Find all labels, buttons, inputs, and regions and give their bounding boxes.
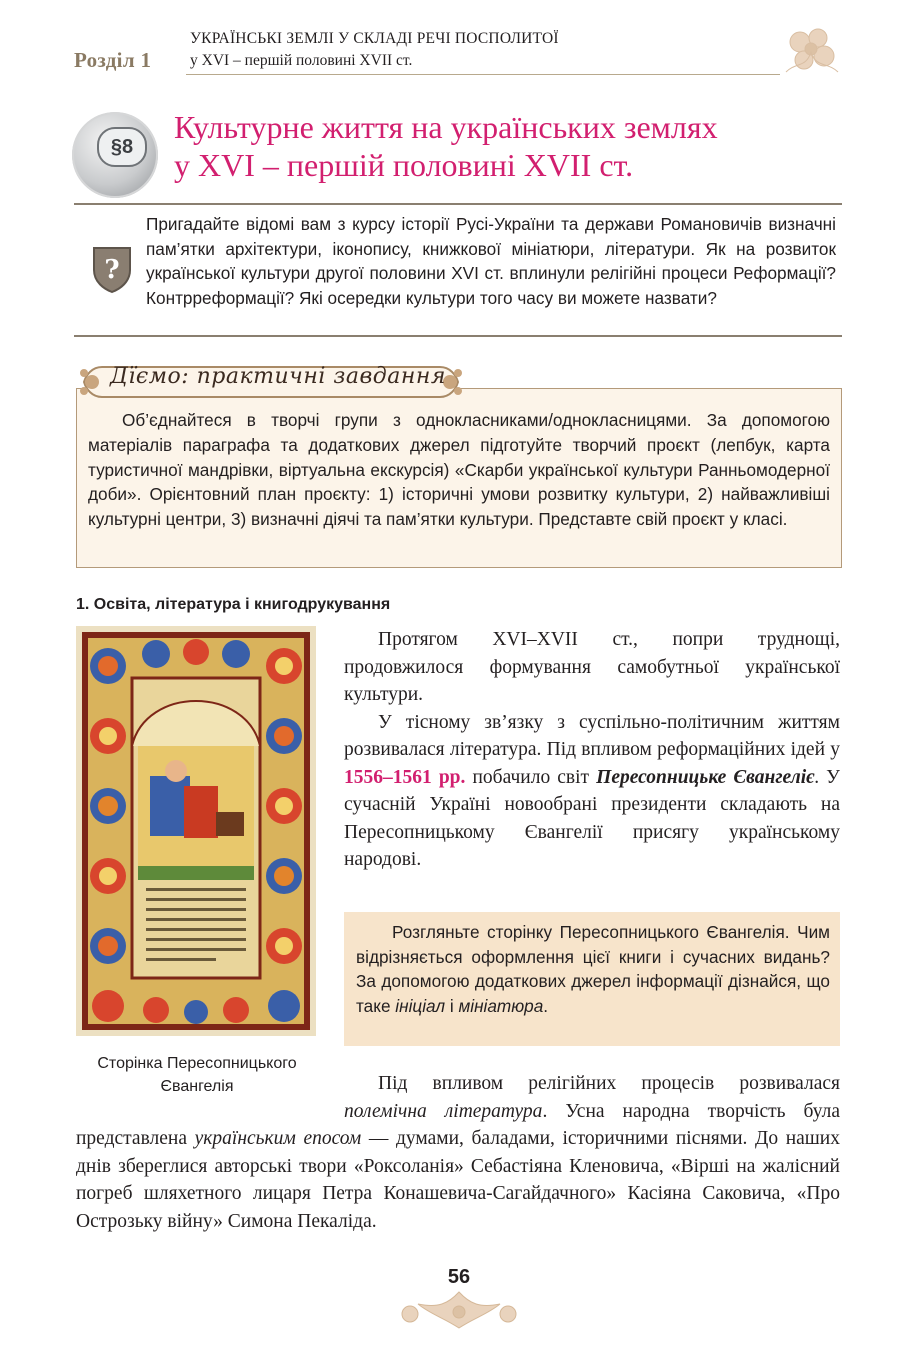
floral-ornament-icon	[780, 22, 842, 78]
task-text: Розгляньте сторінку Пересопницького Євангелія. Чим відрізняється оформлення цієї книги і сучасних видань? За допомогою додаткових джерел інформації дізнайся, що таке	[356, 922, 830, 1016]
task-term-miniature: мініатюра	[458, 995, 544, 1016]
body-text-column	[344, 626, 840, 874]
header-rule	[186, 74, 780, 75]
task-mid: і	[445, 995, 459, 1016]
ukrainian-epos-term: українським епосом	[194, 1128, 362, 1149]
gospel-date: 1556–1561 рр.	[344, 766, 466, 788]
page-title-line2: у XVI – першій половині XVII ст.	[174, 147, 634, 183]
body-paragraph-3	[76, 1070, 840, 1235]
body-paragraph-2	[344, 709, 840, 874]
section-heading: 1. Освіта, література і книгодрукування	[76, 596, 391, 613]
p2-text-c: . У сучасній Україні новообрані президенти складають на Пересопницькому Євангелії присягу українському народові.	[344, 766, 840, 870]
polemical-literature-term: полемічна література	[344, 1100, 543, 1122]
image-caption: Сторінка Пересопницького Євангелія	[97, 1055, 297, 1095]
p2-text-b: побачило світ	[465, 766, 597, 788]
recall-question: Пригадайте відомі вам з курсу історії Русі-України та держави Романовичів визначні пам’ятки архітектури, іконопису, книжкової мініатюри, літератури. Як на розвиток української культури другої половини XVI ст. вплинули релігійні процеси Реформації? Контрреформації? Які осередки культури того часу ви можете назвати?	[146, 214, 836, 308]
task-term-initial: ініціал	[395, 995, 446, 1016]
question-shield-icon	[90, 244, 134, 294]
practical-task-banner: Дїємо: практичні завдання	[110, 364, 446, 389]
p3-text-a: Під впливом релігійних процесів розвивалася	[378, 1073, 840, 1094]
gospel-term: Пересопницьке Євангеліє	[596, 766, 815, 788]
running-title: УКРАЇНСЬКІ ЗЕМЛІ У СКЛАДІ РЕЧІ ПОСПОЛИТОЇ	[190, 30, 559, 47]
practical-task-body: Об’єднайтеся в творчі групи з однокласниками/однокласницями. За допомогою матеріалів параграфа та додаткових джерел підготуйте творчий проєкт (лепбук, карта туристичної мандрівки, віртуальна екскурсія) «Скарби української культури Ранньомодерної доби». Орієнтовний план проєкту: 1) історичні умови розвитку культури, 2) найважливіші культурні центри, 3) визначні діячі та пам’ятки культури. Представте свій проєкт у класі.	[88, 410, 830, 530]
p3-text-c: — думами, баладами, історичними піснями. До наших днів збереглися авторські твори «Роксоланія» Себастіяна Кленовича, «Вірші на жалісний погреб шляхетного лицаря Петра Конашевича-Сагайдачного» Касіяна Саковича, «Про Острозьку війну» Симона Пекаліда.	[76, 1128, 840, 1232]
practical-task-text	[88, 408, 830, 532]
peresopnytsia-gospel-image	[76, 626, 316, 1036]
page-title-line1: Культурне життя на українських землях	[174, 109, 718, 145]
page-title	[174, 108, 718, 184]
caption-float-space	[76, 1070, 344, 1125]
p3-text-b: . Усна народна творчість була представлена	[76, 1100, 840, 1149]
paragraph-number: §8	[97, 127, 147, 167]
image-task	[356, 920, 830, 1018]
running-subtitle: у XVI – першій половині XVII ст.	[190, 52, 413, 69]
question-top-rule	[74, 203, 842, 205]
svg-text:?: ?	[104, 255, 120, 285]
section-label: Розділ 1	[74, 48, 152, 72]
page-number: 56	[447, 1266, 471, 1288]
body-paragraph-1: Протягом XVI–XVII ст., попри труднощі, продовжилося формування самобутньої української культури.	[344, 629, 840, 705]
question-bottom-rule	[74, 335, 842, 337]
task-end: .	[543, 995, 549, 1016]
p2-text-a: У тісному зв’язку з суспільно-політичним життям розвивалася література. Під впливом реформаційних ідей у	[344, 711, 840, 760]
footer-ornament-icon	[398, 1284, 520, 1334]
